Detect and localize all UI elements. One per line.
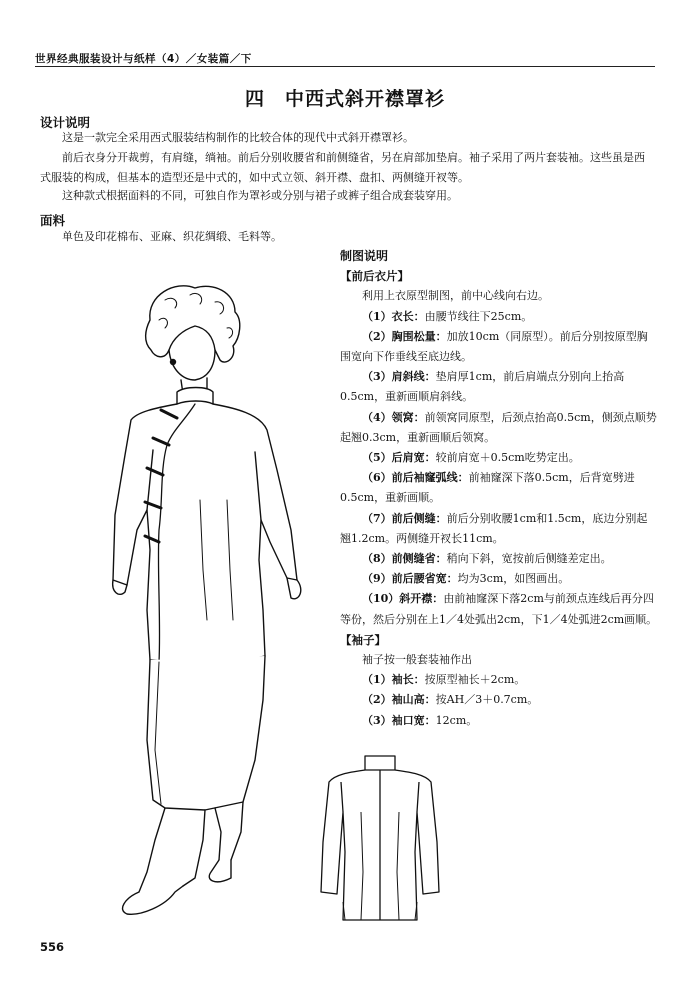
body-item	[340, 509, 658, 549]
body-item	[340, 549, 658, 569]
body-item	[340, 327, 658, 367]
sleeve-intro: 袖子按一般套装袖作出	[362, 653, 472, 667]
body-item-text: 前袖窿深下落0.5cm，后背宽劈进0.5cm，重新画顺。	[340, 471, 635, 505]
body-item	[340, 468, 658, 508]
sleeve-heading: 【袖子】	[340, 632, 386, 647]
back-view-illustration	[315, 742, 445, 922]
body-item-text: 由前袖窿深下落2cm与前颈点连线后再分四等份，然后分别在上1／4处弧出2cm，下1／4处弧进2cm画顺。	[340, 592, 658, 626]
body-item-label: （6）前后袖窿弧线：	[362, 471, 469, 485]
body-item-label: （4）领窝：	[362, 410, 425, 424]
body-item	[340, 367, 658, 407]
sleeve-item	[340, 670, 658, 690]
page-title: 四 中西式斜开襟罩衫	[244, 88, 445, 110]
fabric-heading: 面料	[40, 213, 66, 228]
body-item-text: 加放10cm（同原型）。前后分别按原型胸围宽向下作垂线至底边线。	[340, 329, 648, 364]
body-item	[340, 408, 658, 448]
body-item-label: （9）前后腰省宽：	[362, 572, 458, 586]
sleeve-item-text: 按AH／3＋0.7cm。	[435, 693, 539, 707]
sleeve-item-text: 按原型袖长＋2cm。	[424, 673, 526, 687]
body-item-text: 均为3cm，如图画出。	[457, 572, 570, 586]
body-item-label: （2）胸围松量：	[362, 329, 447, 343]
body-item-text: 垫肩厚1cm，前后肩端点分别向上抬高0.5cm，重新画顺肩斜线。	[340, 370, 625, 404]
body-item-label: （1）衣长：	[362, 309, 425, 323]
design-paragraph-2: 前后衣身分开裁剪，有肩缝，绱袖。前后分别收腰省和前侧缝省，另在肩部加垫肩。袖子采用了两片套装袖。这些虽是西式服装的构成，但基本的造型还是中式的，如中式立领、斜开襟、盘扣、两侧缝开衩等。	[40, 151, 645, 184]
header-rule	[35, 66, 655, 67]
body-item-text: 前领窝同原型，后颈点抬高0.5cm，侧颈点顺势起翘0.3cm，重新画顺后领窝。	[340, 410, 657, 444]
running-header: 世界经典服装设计与纸样（4）／女装篇／下	[35, 53, 252, 65]
drafting-instructions	[340, 246, 658, 731]
sleeve-item	[340, 711, 658, 731]
design-heading: 设计说明	[40, 115, 91, 130]
body-item-text: 稍向下斜，宽按前后侧缝差定出。	[446, 552, 612, 566]
body-pieces-heading: 【前后衣片】	[340, 269, 409, 284]
body-item-label: （10）斜开襟：	[362, 592, 444, 606]
body-item-text: 由腰节线往下25cm。	[424, 309, 533, 323]
body-item	[340, 448, 658, 468]
design-paragraph-1: 这是一款完全采用西式服装结构制作的比较合体的现代中式斜开襟罩衫。	[62, 131, 414, 144]
design-paragraph-3: 这种款式根据面料的不同，可独自作为罩衫或分别与裙子或裤子组合成套装穿用。	[62, 189, 458, 202]
body-item	[340, 569, 658, 589]
page-number: 556	[40, 940, 65, 954]
sleeve-item	[340, 690, 658, 710]
body-item-text: 较前肩宽＋0.5cm吃势定出。	[435, 451, 580, 465]
sleeve-item-label: （1）袖长：	[362, 673, 425, 687]
fashion-illustration	[55, 280, 340, 920]
body-item-label: （5）后肩宽：	[362, 451, 436, 465]
sleeve-item-label: （2）袖山高：	[362, 693, 436, 707]
body-intro: 利用上衣原型制图，前中心线向右边。	[362, 289, 549, 303]
drafting-heading: 制图说明	[340, 249, 389, 263]
body-item-label: （3）肩斜线：	[362, 370, 436, 384]
body-item-label: （7）前后侧缝：	[362, 511, 447, 525]
body-item	[340, 589, 658, 629]
sleeve-item-text: 12cm。	[435, 713, 478, 727]
sleeve-item-label: （3）袖口宽：	[362, 713, 436, 727]
body-item-label: （8）前侧缝省：	[362, 552, 447, 566]
body-item-text: 前后分别收腰1cm和1.5cm，底边分别起翘1.2cm。两侧缝开衩长11cm。	[340, 511, 648, 545]
fabric-text: 单色及印花棉布、亚麻、织花绸缎、毛料等。	[62, 230, 282, 243]
body-item	[340, 307, 658, 327]
